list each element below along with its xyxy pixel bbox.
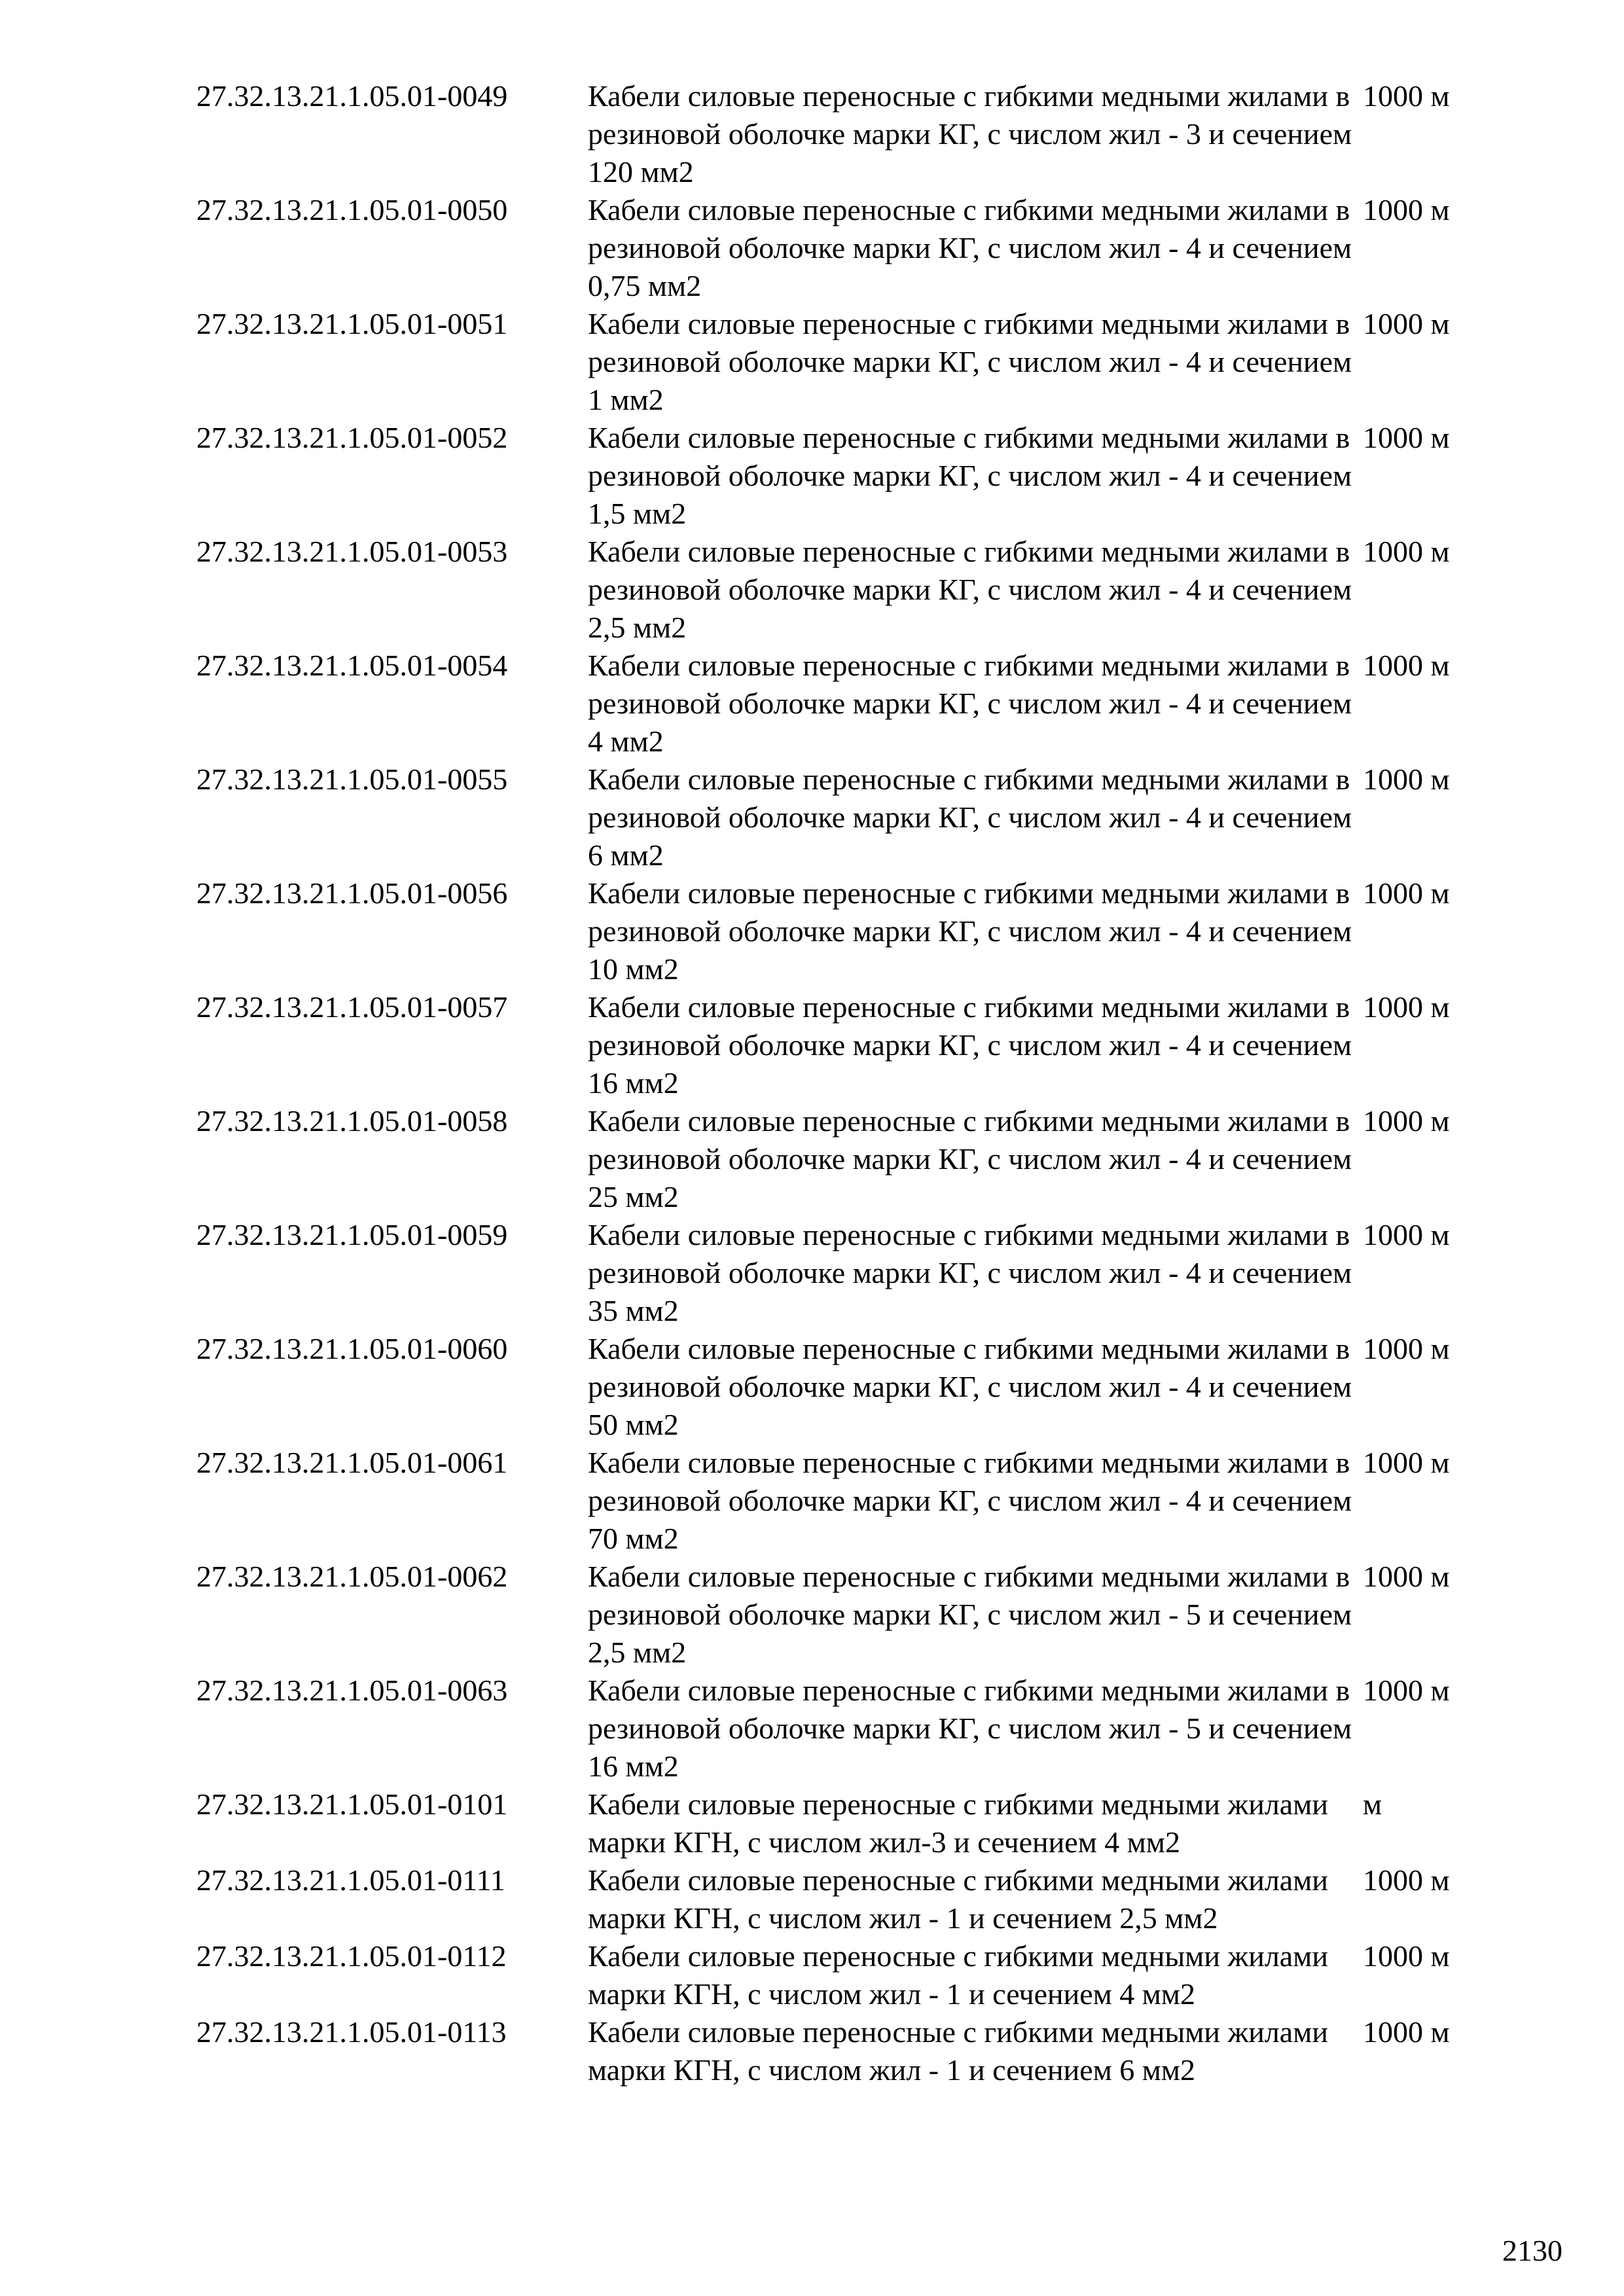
table-row [196,1785,1492,1861]
item-unit: 1000 м [1363,421,1450,454]
item-code: 27.32.13.21.1.05.01-0059 [196,1218,508,1251]
table-row [196,2013,1492,2089]
item-description: Кабели силовые переносные с гибкими медными жилами в резиновой оболочке марки КГ, с числом жил - 4 и сечением 4 мм2 [588,649,1352,758]
item-code: 27.32.13.21.1.05.01-0055 [196,762,508,796]
item-unit: 1000 м [1363,1863,1450,1897]
item-code: 27.32.13.21.1.05.01-0057 [196,990,508,1024]
item-unit: 1000 м [1363,1674,1450,1707]
table-row [196,874,1492,988]
table-row [196,1216,1492,1330]
item-code: 27.32.13.21.1.05.01-0112 [196,1939,507,1973]
item-description: Кабели силовые переносные с гибкими медными жилами марки КГН, с числом жил - 1 и сечением 4 мм2 [588,1939,1328,2011]
item-unit: 1000 м [1363,1560,1450,1593]
item-description: Кабели силовые переносные с гибкими медными жилами марки КГН, с числом жил - 1 и сечением 6 мм2 [588,2015,1328,2087]
table-row [196,419,1492,533]
item-unit: 1000 м [1363,1332,1450,1365]
item-description: Кабели силовые переносные с гибкими медными жилами в резиновой оболочке марки КГ, с числом жил - 4 и сечением 6 мм2 [588,762,1352,872]
item-code: 27.32.13.21.1.05.01-0053 [196,535,508,568]
item-code: 27.32.13.21.1.05.01-0056 [196,876,508,910]
item-description: Кабели силовые переносные с гибкими медными жилами в резиновой оболочке марки КГ, с числом жил - 4 и сечением 16 мм2 [588,990,1352,1100]
item-description: Кабели силовые переносные с гибкими медными жилами в резиновой оболочке марки КГ, с числом жил - 5 и сечением 16 мм2 [588,1674,1352,1783]
item-description: Кабели силовые переносные с гибкими медными жилами марки КГН, с числом жил - 1 и сечением 2,5 мм2 [588,1863,1328,1935]
table-row [196,191,1492,305]
table-row [196,1444,1492,1558]
item-unit: 1000 м [1363,1939,1450,1973]
item-description: Кабели силовые переносные с гибкими медными жилами в резиновой оболочке марки КГ, с числом жил - 4 и сечением 35 мм2 [588,1218,1352,1327]
table-row [196,1102,1492,1216]
item-code: 27.32.13.21.1.05.01-0063 [196,1674,508,1707]
item-code: 27.32.13.21.1.05.01-0051 [196,307,508,340]
item-unit: 1000 м [1363,1446,1450,1479]
item-description: Кабели силовые переносные с гибкими медными жилами в резиновой оболочке марки КГ, с числом жил - 4 и сечением 10 мм2 [588,876,1352,986]
item-description: Кабели силовые переносные с гибкими медными жилами в резиновой оболочке марки КГ, с числом жил - 4 и сечением 50 мм2 [588,1332,1352,1441]
item-unit: 1000 м [1363,1218,1450,1251]
table-row [196,305,1492,419]
table-row [196,1937,1492,2013]
item-description: Кабели силовые переносные с гибкими медными жилами в резиновой оболочке марки КГ, с числом жил - 4 и сечением 0,75 мм2 [588,193,1352,302]
item-code: 27.32.13.21.1.05.01-0061 [196,1446,508,1479]
catalog-table [196,77,1492,2089]
table-row [196,1330,1492,1444]
item-description: Кабели силовые переносные с гибкими медными жилами в резиновой оболочке марки КГ, с числом жил - 5 и сечением 2,5 мм2 [588,1560,1352,1669]
table-row [196,761,1492,874]
item-unit: 1000 м [1363,876,1450,910]
page-number: 2130 [1502,2234,1562,2267]
item-unit: 1000 м [1363,79,1450,113]
item-code: 27.32.13.21.1.05.01-0058 [196,1104,508,1138]
table-row [196,1558,1492,1672]
item-unit: 1000 м [1363,762,1450,796]
table-row [196,1861,1492,1937]
item-description: Кабели силовые переносные с гибкими медными жилами в резиновой оболочке марки КГ, с числом жил - 4 и сечением 1,5 мм2 [588,421,1352,530]
item-description: Кабели силовые переносные с гибкими медными жилами в резиновой оболочке марки КГ, с числом жил - 3 и сечением 120 мм2 [588,79,1352,188]
item-unit: 1000 м [1363,193,1450,226]
item-description: Кабели силовые переносные с гибкими медными жилами марки КГН, с числом жил-3 и сечением 4 мм2 [588,1787,1328,1859]
item-code: 27.32.13.21.1.05.01-0060 [196,1332,508,1365]
table-row [196,988,1492,1102]
item-unit: м [1363,1787,1382,1821]
item-unit: 1000 м [1363,1104,1450,1138]
table-row [196,647,1492,761]
table-row [196,533,1492,647]
item-unit: 1000 м [1363,649,1450,682]
item-code: 27.32.13.21.1.05.01-0062 [196,1560,508,1593]
item-unit: 1000 м [1363,990,1450,1024]
item-code: 27.32.13.21.1.05.01-0113 [196,2015,507,2049]
item-code: 27.32.13.21.1.05.01-0054 [196,649,508,682]
item-code: 27.32.13.21.1.05.01-0049 [196,79,508,113]
table-row [196,77,1492,191]
item-code: 27.32.13.21.1.05.01-0050 [196,193,508,226]
table-row [196,1672,1492,1785]
item-code: 27.32.13.21.1.05.01-0052 [196,421,508,454]
item-description: Кабели силовые переносные с гибкими медными жилами в резиновой оболочке марки КГ, с числом жил - 4 и сечением 2,5 мм2 [588,535,1352,644]
item-unit: 1000 м [1363,307,1450,340]
item-unit: 1000 м [1363,2015,1450,2049]
item-code: 27.32.13.21.1.05.01-0111 [196,1863,505,1897]
item-description: Кабели силовые переносные с гибкими медными жилами в резиновой оболочке марки КГ, с числом жил - 4 и сечением 70 мм2 [588,1446,1352,1555]
item-description: Кабели силовые переносные с гибкими медными жилами в резиновой оболочке марки КГ, с числом жил - 4 и сечением 1 мм2 [588,307,1352,416]
item-unit: 1000 м [1363,535,1450,568]
item-description: Кабели силовые переносные с гибкими медными жилами в резиновой оболочке марки КГ, с числом жил - 4 и сечением 25 мм2 [588,1104,1352,1213]
item-code: 27.32.13.21.1.05.01-0101 [196,1787,508,1821]
